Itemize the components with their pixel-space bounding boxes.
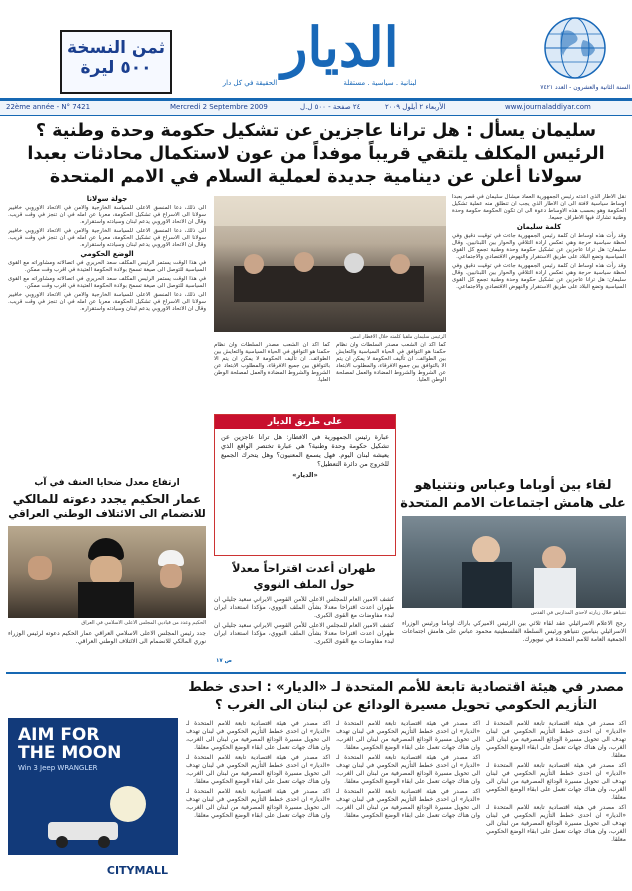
bottom-col-right <box>486 720 626 880</box>
ad-subtitle: Win 3 Jeep WRANGLER <box>18 764 98 772</box>
dateline-arabic-date: الأربعاء ٢ أيلول ٢٠٠٩ <box>385 103 446 111</box>
center-body-a: كما اكد ان الشعب مصدر السلطات وان نظام حكمنا هو التوافق في الحياة السياسية والتعايش بين الطوائف. ان تأليف الحكومة لا يمكن ان يتم الا بالتوافق بين جميع الافرقاء، والمطلوب الابتعاد عن الشروط والشروط المضادة والعمل لمصلحة الوطن العليا. <box>336 342 446 383</box>
main-headlines <box>6 120 626 189</box>
tehran-title-2[interactable]: حول الملف النووي <box>253 578 355 591</box>
editorial-text: عبارة رئيس الجمهورية في الافطار: هل ترانا عاجزين عن تشكيل حكومة وحدة وطنية؟ هي عبارة تختصر الواقع الذي يعيشه لبنان اليوم. فهل يسمع المعنيون؟ وهل يتحرك الجميع للخروج من دائرة التعطيل؟ <box>221 433 389 468</box>
bottom-text-9: اكد مصدر في هيئة اقتصادية تابعة للامم المتحدة لـ «الديار» ان احدى خطط التأزيم الحكومي في لبنان تهدف الى تحويل مسيرة الودائع المصرفية من لبنان الى الغرب، وان هناك جهات تعمل على ابقاء الوضع الحكومي معلقا. <box>186 788 330 819</box>
editorial-box <box>214 414 396 556</box>
hakim-caption: الحكيم وعدد من قياديي المجلس الاعلى الاسلامي في العراق <box>81 620 206 626</box>
iraq-title-2[interactable]: للانضمام الى الائتلاف الوطني العراقي <box>8 508 206 520</box>
abbas-body <box>402 620 626 668</box>
headline-3[interactable]: سولانا أعلن عن دينامية جديدة لعملية السلام في الامم المتحدة <box>49 167 583 187</box>
headline-2[interactable]: الرئيس المكلف يلتقي قريباً موفداً من عون لاستكمال محادثات بعبدا <box>27 144 605 164</box>
center-body-b: كما اكد ان الشعب مصدر السلطات وان نظام حكمنا هو التوافق في الحياة السياسية والتعايش بين الطوائف. ان تأليف الحكومة لا يمكن ان يتم الا بالتوافق بين جميع الافرقاء، والمطلوب الابتعاد عن الشروط والشروط المضادة والعمل لمصلحة الوطن العليا. <box>214 342 330 383</box>
editorial-signature: «الديار» <box>292 471 318 479</box>
iftar-caption: الرئيس سليمان ملقياً كلمته خلال الافطار أمس <box>350 334 446 340</box>
newspaper-logo[interactable]: الديار <box>281 15 399 79</box>
iraq-body <box>8 630 206 668</box>
right-subhead: كلمة سليمان <box>516 223 562 231</box>
ad-title-2: THE MOON <box>18 743 122 763</box>
netanyahu-caption: نتنياهو خلال زيارته لأحدى المدارس في القدس <box>530 610 626 616</box>
iraq-title-small[interactable]: ارتفاع معدل ضحايا العنف في آب <box>34 478 180 488</box>
tehran-body <box>214 596 394 668</box>
abbas-title-2[interactable]: على هامش اجتماعات الامم المتحدة <box>400 496 626 511</box>
left-column <box>8 194 206 472</box>
ad-brand: CITYMALL <box>106 864 168 877</box>
bottom-title-2[interactable]: التأزيم الحكومي تحويل مسيرة الودائع عن لبنان الى الغرب ؟ <box>215 698 597 713</box>
bottom-col-left <box>186 720 330 880</box>
tehran-text: كشف الامين العام للمجلس الاعلى للأمن القومي الايراني سعيد جليلي ان طهران اعدت اقتراحا معدلا بشأن الملف النووي، مؤكدا استعداد ايران لبدء مفاوضات مع القوى الكبرى. <box>214 596 394 619</box>
tehran-continued[interactable]: ص ١٧ <box>216 658 233 664</box>
website[interactable]: www.journaladdiyar.com <box>505 103 591 111</box>
left-body-2: في هذا الوقت يستمر الرئيس المكلف سعد الحريري في اتصالاته ومشاوراته مع القوى السياسية للتوصل الى صيغة تسمح بولادة الحكومة العتيدة في اقرب وقت ممكن. <box>8 260 206 273</box>
left-subhead-2: الوضع الحكومي <box>80 250 134 258</box>
tagline: لبنانية . سياسية . مستقلة <box>343 79 417 87</box>
bottom-text-5: اكد مصدر في هيئة اقتصادية تابعة للامم المتحدة لـ «الديار» ان احدى خطط التأزيم الحكومي في لبنان تهدف الى تحويل مسيرة الودائع المصرفية من لبنان الى الغرب، وان هناك جهات تعمل على ابقاء الوضع الحكومي معلقا. <box>336 754 480 785</box>
bottom-text-7: اكد مصدر في هيئة اقتصادية تابعة للامم المتحدة لـ «الديار» ان احدى خطط التأزيم الحكومي في لبنان تهدف الى تحويل مسيرة الودائع المصرفية من لبنان الى الغرب، وان هناك جهات تعمل على ابقاء الوضع الحكومي معلقا. <box>186 720 330 751</box>
bottom-text-8: اكد مصدر في هيئة اقتصادية تابعة للامم المتحدة لـ «الديار» ان احدى خطط التأزيم الحكومي في لبنان تهدف الى تحويل مسيرة الودائع المصرفية من لبنان الى الغرب، وان هناك جهات تعمل على ابقاء الوضع الحكومي معلقا. <box>186 754 330 785</box>
bottom-text-2: اكد مصدر في هيئة اقتصادية تابعة للامم المتحدة لـ «الديار» ان احدى خطط التأزيم الحكومي في لبنان تهدف الى تحويل مسيرة الودائع المصرفية من لبنان الى الغرب، وان هناك جهات تعمل على ابقاء الوضع الحكومي معلقا. <box>486 762 626 801</box>
bottom-title-1[interactable]: مصدر في هيئة اقتصادية تابعة للأمم المتحدة لـ «الديار» : احدى خطط <box>188 680 624 695</box>
dateline-french-date: Mercredi 2 Septembre 2009 <box>170 103 268 111</box>
ad-title-1: AIM FOR <box>18 725 100 745</box>
bottom-text-6: اكد مصدر في هيئة اقتصادية تابعة للامم المتحدة لـ «الديار» ان احدى خطط التأزيم الحكومي في لبنان تهدف الى تحويل مسيرة الودائع المصرفية من لبنان الى الغرب، وان هناك جهات تعمل على ابقاء الوضع الحكومي معلقا. <box>336 788 480 819</box>
right-column <box>452 194 626 404</box>
iftar-photo <box>214 196 446 332</box>
headline-1[interactable]: سليمان يسأل : هل ترانا عاجزين عن تشكيل حكومة وحدة وطنية ؟ <box>35 121 597 141</box>
tehran-text-2: كشف الامين العام للمجلس الاعلى للأمن القومي الايراني سعيد جليلي ان طهران اعدت اقتراحا معدلا بشأن الملف النووي، مؤكدا استعداد ايران لبدء مفاوضات مع القوى الكبرى. <box>214 622 394 645</box>
netanyahu-photo <box>402 516 626 608</box>
iraq-text: جدد رئيس المجلس الاعلى الاسلامي العراقي عمار الحكيم دعوته لرئيس الوزراء نوري المالكي للانضمام الى الائتلاف الوطني العراقي. <box>8 630 206 645</box>
price-label: ثمن النسخة <box>66 38 165 58</box>
dateline-bar <box>0 101 632 116</box>
iraq-title-1[interactable]: عمار الحكيم يجدد دعوته للمالكي <box>12 492 202 506</box>
globe-icon <box>505 10 625 86</box>
abbas-title-1[interactable]: لقاء بين أوباما وعباس ونتنياهو <box>414 478 612 493</box>
editorial-box-title: على طريق الديار <box>215 415 395 429</box>
right-body-2: وقد رأت هذه اوساط ان كلمة رئيس الجمهورية جاءت في توقيت دقيق وفي لحظة سياسية حرجة وهي تعكس ارادة التلاقي والحوار بين اللبنانيين. وقال سليمان: هل ترانا عاجزين عن تشكيل حكومة وحدة وطنية تجمع كل القوى السياسية وتضع البلاد على طريق الاستقرار والنهوض الاقتصادي والاجتماعي. <box>452 263 626 290</box>
section-divider <box>6 672 626 674</box>
bottom-col-middle <box>336 720 480 880</box>
motto: الحقيقة في كل دار <box>222 79 278 87</box>
bottom-text-4: اكد مصدر في هيئة اقتصادية تابعة للامم المتحدة لـ «الديار» ان احدى خطط التأزيم الحكومي في لبنان تهدف الى تحويل مسيرة الودائع المصرفية من لبنان الى الغرب، وان هناك جهات تعمل على ابقاء الوضع الحكومي معلقا. <box>336 720 480 751</box>
center-text-left <box>214 342 330 410</box>
bottom-text-3: اكد مصدر في هيئة اقتصادية تابعة للامم المتحدة لـ «الديار» ان احدى خطط التأزيم الحكومي في لبنان تهدف الى تحويل مسيرة الودائع المصرفية من لبنان الى الغرب، وان هناك جهات تعمل على ابقاء الوضع الحكومي معلقا. <box>486 804 626 843</box>
left-body-1: الى ذلك، دعا المنسق الاعلى للسياسة الخارجية والامن في الاتحاد الاوروبي خافيير سولانا الى الاسراع في تشكيل الحكومة، معربا عن امله في ان تنجز في وقت قريب. وقال ان الاتحاد الاوروبي يدعم لبنان وسيادته واستقراره. <box>8 205 206 225</box>
left-body-2b: في هذا الوقت يستمر الرئيس المكلف سعد الحريري في اتصالاته ومشاوراته مع القوى السياسية للتوصل الى صيغة تسمح بولادة الحكومة العتيدة في اقرب وقت ممكن. <box>8 276 206 289</box>
left-subhead-1: جولة سولانا <box>86 195 128 203</box>
left-body-2c: الى ذلك، دعا المنسق الاعلى للسياسة الخارجية والامن في الاتحاد الاوروبي خافيير سولانا الى الاسراع في تشكيل الحكومة، معربا عن امله في ان تنجز في وقت قريب. وقال ان الاتحاد الاوروبي يدعم لبنان وسيادته واستقراره. <box>8 292 206 312</box>
editorial-body <box>215 429 395 547</box>
center-text-right <box>336 342 446 410</box>
dateline-french-issue: 22ème année - N° 7421 <box>6 103 91 111</box>
moon-icon <box>38 778 158 848</box>
year-line: السنة الثانية والعشرون - العدد ٧٤٢١ <box>540 84 630 91</box>
bottom-text-1: اكد مصدر في هيئة اقتصادية تابعة للامم المتحدة لـ «الديار» ان احدى خطط التأزيم الحكومي في لبنان تهدف الى تحويل مسيرة الودائع المصرفية من لبنان الى الغرب، وان هناك جهات تعمل على ابقاء الوضع الحكومي معلقا. <box>486 720 626 759</box>
tehran-title-1[interactable]: طهران أعدت اقتراحاً معدلاً <box>232 562 376 575</box>
abbas-text: رجح الاعلام الاسرائيلي عقد لقاء ثلاثي بين الرئيس الاميركي باراك اوباما ورئيس الوزراء الاسرائيلي بنيامين نتنياهو ورئيس السلطة الفلسطينية محمود عباس على هامش اجتماعات الجمعية العامة للامم المتحدة في نيويورك. <box>402 620 626 643</box>
left-body-1b: الى ذلك، دعا المنسق الاعلى للسياسة الخارجية والامن في الاتحاد الاوروبي خافيير سولانا الى الاسراع في تشكيل الحكومة، معربا عن امله في ان تنجز في وقت قريب. وقال ان الاتحاد الاوروبي يدعم لبنان وسيادته واستقراره. <box>8 228 206 248</box>
hakim-photo <box>8 526 206 618</box>
right-body: وقد رأت هذه اوساط ان كلمة رئيس الجمهورية جاءت في توقيت دقيق وفي لحظة سياسية حرجة وهي تعكس ارادة التلاقي والحوار بين اللبنانيين. وقال سليمان: هل ترانا عاجزين عن تشكيل حكومة وحدة وطنية تجمع كل القوى السياسية وتضع البلاد على طريق الاستقرار والنهوض الاقتصادي والاجتماعي. <box>452 233 626 260</box>
price-box <box>60 30 172 94</box>
advertisement[interactable] <box>8 718 178 883</box>
right-lead: نقل الاطار الذي اعدته رئيس الجمهورية العماد ميشال سليمان في قصر بعبدا اوساط سياسية لافتة الى ان الاطار الذي يجب ان تنطلق منه عملية تشكيل الحكومة وهو بحسب هذه الاوساط دعوة الى ان تكون الحكومة حكومة وحدة وطنية تشارك فيها الاطراف جميعا. <box>452 194 626 221</box>
price-value: ٥٠٠ ليرة <box>80 58 152 78</box>
dateline-pages-price: ٢٤ صفحة - ٥٠٠ ل.ل <box>300 103 361 111</box>
ad-footer <box>8 855 178 883</box>
masthead <box>0 0 632 101</box>
